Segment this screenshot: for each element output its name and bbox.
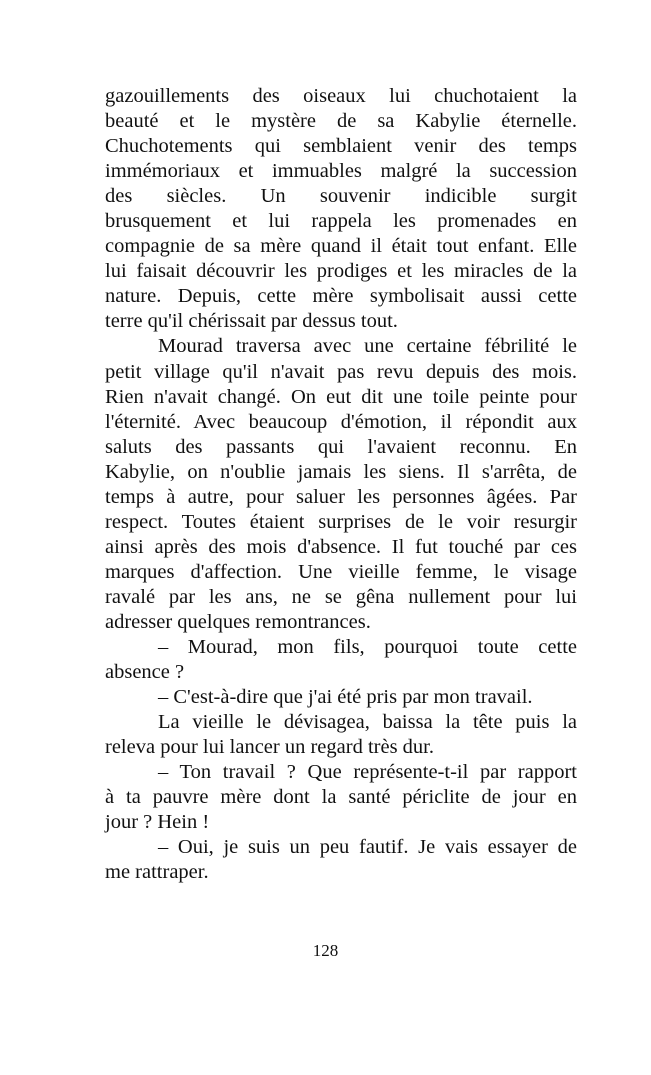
text-line: beauté et le mystère de sa Kabylie éternelle. (105, 110, 577, 133)
page-body-text (105, 84, 577, 886)
text-line: ravalé par les ans, ne se gêna nullement pour lui (105, 585, 577, 608)
text-line: petit village qu'il n'avait pas revu depuis des mois. (105, 360, 577, 383)
text-line: nature. Depuis, cette mère symbolisait aussi cette (105, 285, 577, 308)
text-line: compagnie de sa mère quand il était tout enfant. Elle (105, 235, 577, 258)
text-line: releva pour lui lancer un regard très dur. (105, 736, 435, 759)
text-line: – Mourad, mon fils, pourquoi toute cette (158, 636, 577, 659)
text-line: absence ? (105, 661, 185, 684)
text-line: respect. Toutes étaient surprises de le voir resurgir (105, 510, 577, 533)
text-line: – Oui, je suis un peu fautif. Je vais essayer de (158, 836, 577, 859)
text-line: Kabylie, on n'oublie jamais les siens. Il s'arrêta, de (105, 460, 577, 483)
text-line: brusquement et lui rappela les promenades en (105, 210, 577, 233)
text-line: – Ton travail ? Que représente-t-il par rapport (158, 761, 577, 784)
text-line: Chuchotements qui semblaient venir des temps (105, 135, 577, 158)
text-line: terre qu'il chérissait par dessus tout. (105, 310, 398, 333)
text-line: temps à autre, pour saluer les personnes âgées. Par (105, 485, 577, 508)
text-line: gazouillements des oiseaux lui chuchotaient la (105, 85, 577, 107)
text-line: jour ? Hein ! (105, 811, 210, 834)
text-line: l'éternité. Avec beaucoup d'émotion, il répondit aux (105, 410, 577, 433)
text-line: saluts des passants qui l'avaient reconnu. En (105, 435, 577, 458)
text-line: adresser quelques remontrances. (105, 610, 371, 633)
text-line: Rien n'avait changé. On eut dit une toile peinte pour (105, 385, 577, 408)
text-line: immémoriaux et immuables malgré la succession (105, 160, 577, 183)
text-line: à ta pauvre mère dont la santé périclite de jour en (105, 786, 577, 809)
text-line: marques d'affection. Une vieille femme, le visage (105, 560, 577, 583)
text-line: lui faisait découvrir les prodiges et les miracles de la (105, 260, 577, 283)
text-line: Mourad traversa avec une certaine fébrilité le (158, 335, 577, 358)
text-line: des siècles. Un souvenir indicible surgit (105, 185, 577, 208)
page-number: 128 (312, 941, 339, 960)
text-line: ainsi après des mois d'absence. Il fut touché par ces (105, 535, 577, 558)
text-line: me rattraper. (105, 861, 209, 884)
text-line: – C'est-à-dire que j'ai été pris par mon travail. (158, 686, 533, 709)
text-line: La vieille le dévisagea, baissa la tête puis la (158, 711, 577, 734)
